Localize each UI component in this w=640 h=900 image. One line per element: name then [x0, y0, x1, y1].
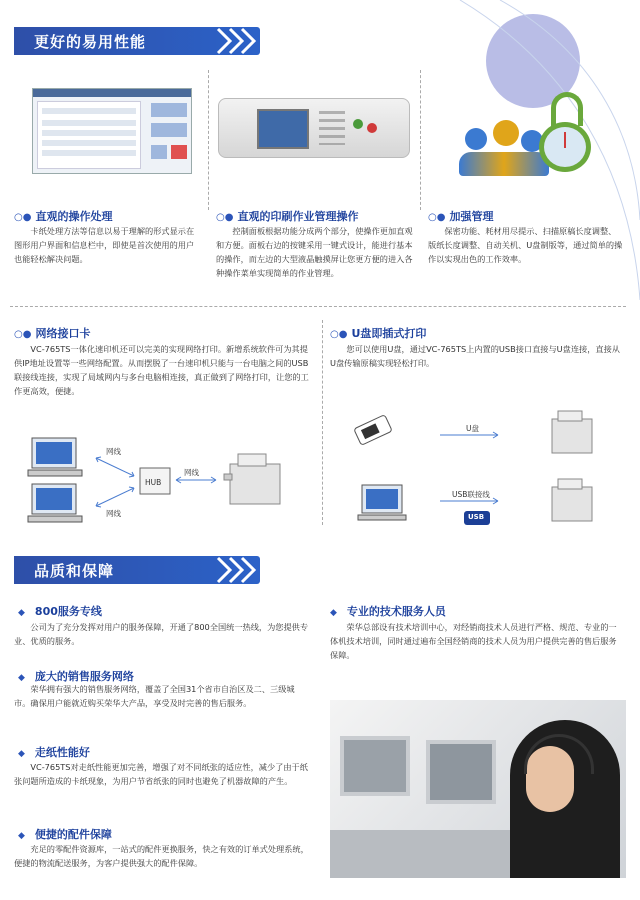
control-panel-image	[218, 98, 410, 158]
service-heading: ◆ 便捷的配件保障	[18, 828, 112, 841]
udisk-label: U盘	[466, 424, 479, 433]
service-heading: ◆ 800服务专线	[18, 605, 102, 618]
usb-drive-icon	[354, 415, 392, 446]
diamond-bullet-icon: ◆	[18, 831, 25, 841]
section-banner-usability	[14, 27, 260, 55]
diamond-bullet-icon: ◆	[18, 673, 25, 683]
divider	[208, 70, 209, 210]
section-title: 更好的易用性能	[34, 33, 147, 51]
feature-heading: ○● 加强管理	[428, 210, 494, 223]
computer-icon	[28, 484, 82, 522]
feature-text: 控制面板根据功能分成两个部分，使操作更加直观和方便。面板右边的按键采用一键式设计，能进行基本的操作，而左边的大型液晶触摸屏让您更方便的进入各种操作菜单实现简单的作业管理。	[216, 226, 413, 278]
service-text: 荣华拥有强大的销售服务网络，覆盖了全国31个省市自治区及二、三级城市。确保用户能就近购买荣华大产品，享受及时完善的售后服务。	[14, 684, 295, 708]
usb-logo-text: USB	[468, 513, 485, 521]
network-text: VC-765TS一体化速印机还可以完美的实现网络打印。新增系统软件可为其提供IP地址设置等一些网络配置。从而摆脱了一台速印机只能与一台电脑之间的USB联接线连接，实现了局域网内与多台电脑相连接，真正做到了网络打印，让您的工作更高效，便捷。	[14, 344, 309, 396]
computer-icon	[28, 438, 82, 476]
hub-label: HUB	[145, 478, 162, 487]
bullet-dots-icon: ○●	[216, 212, 234, 223]
feature-heading: ○● 直观的操作处理	[14, 210, 113, 223]
service-heading: ◆ 走纸性能好	[18, 746, 90, 759]
service-text: 充足的零配件资源库，一站式的配件更换服务，快之有效的订单式处理系统，便捷的物流配送服务，为客户提供强大的配件保障。	[14, 844, 309, 868]
diamond-bullet-icon: ◆	[18, 749, 25, 759]
section-title: 品质和保障	[34, 562, 115, 580]
diamond-bullet-icon: ◆	[18, 608, 25, 618]
cable-label: 网线	[106, 447, 121, 456]
service-heading: ◆ 专业的技术服务人员	[330, 605, 446, 618]
service-text: 荣华总部设有技术培训中心，对经销商技术人员进行严格、规范、专业的一体机技术培训，同时通过遍布全国经销商的技术人员为用户提供完善的售后服务保障。	[330, 622, 617, 660]
bullet-dots-icon: ○●	[428, 212, 446, 223]
touchscreen-ui-image	[32, 88, 192, 174]
usb-text: 您可以使用U盘，通过VC-765TS上内置的USB接口直接与U盘连接，直接从U盘传输原稿实现轻松打印。	[330, 344, 620, 368]
printer-icon	[230, 464, 280, 504]
bullet-dots-icon: ○●	[330, 329, 348, 340]
diamond-bullet-icon: ◆	[330, 608, 337, 618]
service-text: VC-765TS对走纸性能更加完善，增强了对不同纸张的适应性，减少了由于纸张问题所造成的卡纸现象，为用户节省纸张的同时也避免了机器故障的产生。	[14, 762, 308, 786]
customer-service-photo	[330, 700, 626, 878]
divider	[10, 306, 626, 307]
bullet-dots-icon: ○●	[14, 212, 32, 223]
bullet-dots-icon: ○●	[14, 329, 32, 340]
divider	[420, 70, 421, 210]
printer-icon	[552, 411, 592, 453]
section-banner-quality	[14, 556, 260, 584]
computer-icon	[358, 485, 406, 520]
cable-label: 网线	[184, 468, 199, 477]
service-heading: ◆ 庞大的销售服务网络	[18, 670, 134, 683]
usb-heading: ○● U盘即插式打印	[330, 327, 427, 340]
network-heading: ○● 网络接口卡	[14, 327, 91, 340]
chevrons-icon	[214, 27, 264, 55]
feature-heading: ○● 直观的印刷作业管理操作	[216, 210, 359, 223]
printer-icon	[552, 479, 592, 521]
service-text: 公司为了充分发挥对用户的服务保障，开通了800全国统一热线，为您提供专业、优质的服务。	[14, 622, 309, 646]
feature-text: 保密功能、耗材用尽提示、扫描原稿长度调整、版纸长度调整、自动关机、U盘制版等，通过简单的操作以实现出色的工作效率。	[428, 226, 623, 264]
feature-text: 卡纸处理方法等信息以易于理解的形式显示在图形用户界面和信息栏中，即使是首次使用的用户也能轻松解决问题。	[14, 226, 195, 264]
chevrons-icon	[214, 556, 264, 584]
usbcable-label: USB联接线	[452, 490, 490, 499]
management-icon-image	[455, 92, 595, 182]
cable-label: 网线	[106, 509, 121, 518]
divider	[322, 320, 323, 525]
